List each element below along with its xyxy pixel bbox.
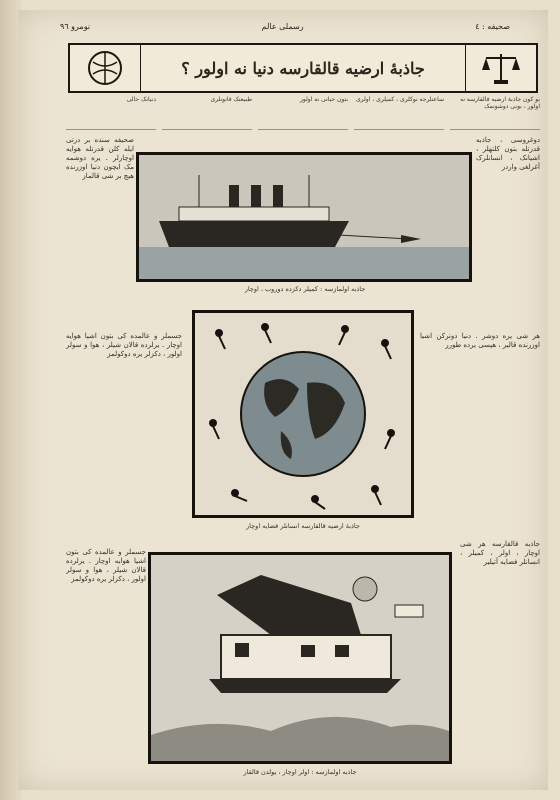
ship-caption: جاذبه اولمازسه : کمیلر دکزده دوروب ، اوچار [244,285,366,293]
left-column-bottom: جسملر و عالمده کی بتون اشیا هوایه اوچار . یرلرده قالان شیلر ، هوا و سولر اولور ، دکزلر یره دوکولمز [66,332,182,358]
scales-icon [465,45,536,91]
page-header [60,22,510,31]
globe-caption: جاذبهٔ ارضیه قالقارسه انسانلر فضایه اوچار [246,522,360,530]
right-column-top: دوغروسی ، جاذبه قدرتله بتون کلتهلر ، اشیانک ، انسانلرک آغرلغی واردر [476,136,540,171]
sub-column: بو کون جاذبهٔ ارضیه قالقارسه نه اولور ، بونی دوشونمک [450,96,540,130]
globe-illustration [192,310,414,518]
right-column-bottom: جاذبه قالقارسه هر شی اوچار ، اولر ، کمیلر ، انسانلر فضایه آتیلیر [460,540,540,566]
left-column-top: صحیفه سنده بر درتی ایله کلن قدرتله هوایه اوچارلر . یره دوشمه مک ایچون دنیا اوزرنده هیچ بر شی قالماز [66,136,134,180]
sub-column: دنیانک حالی [66,96,156,130]
globe-icon [70,45,141,91]
sub-columns [66,96,540,130]
masthead [68,43,538,93]
header-page-number: نومرو ٩٦ [60,22,91,31]
masthead-title: جاذبهٔ ارضیه قالقارسه دنیا نه اولور ؟ [181,58,425,78]
header-right: صحیفه : ٤ [475,22,510,31]
header-center: رسملی عالم [261,22,304,31]
sub-column: بتون حیاتی نه اولور [258,96,348,130]
sub-column: ساعتلرجه نوکلری ، کمیلری ، اولری [354,96,444,130]
sub-column: طبیعتک قانونلری [162,96,252,130]
right-column-middle: هر شی یره دوشر . دنیا دونرکن اشیا اوزرنده قالیر ، هپسی یرده طورر [420,332,540,349]
house-caption: جاذبه اولمازسه : اولر اوچار ، یولدن قالقار [243,768,357,776]
house-illustration [148,552,452,764]
ship-illustration [136,152,472,282]
left-column-lower: جسملر و عالمده کی بتون اشیا هوایه اوچار . یرلرده قالان شیلر ، هوا و سولر اولور ، دکزلر یره دوکولمز [66,548,146,583]
